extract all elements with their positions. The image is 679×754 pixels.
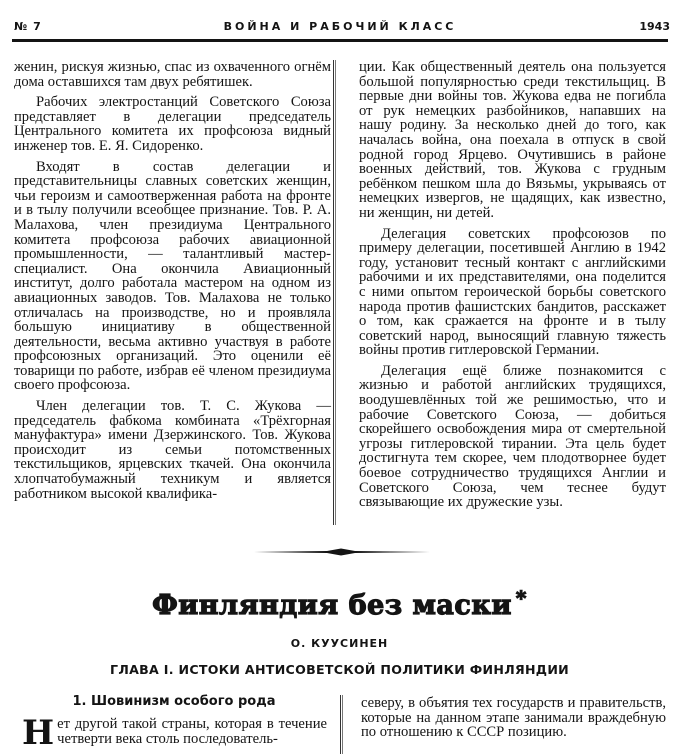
- right-column: [359, 60, 666, 510]
- section-heading: 1. Шовинизм особого рода: [72, 694, 276, 709]
- journal-title: ВОЙНА И РАБОЧИЙ КЛАСС: [223, 20, 457, 33]
- column-divider: [340, 695, 343, 754]
- article-left-column: [22, 713, 327, 753]
- article-right-column: [361, 696, 666, 740]
- issue-number: № 7: [14, 20, 42, 33]
- column-divider: [333, 60, 336, 525]
- paragraph: ции. Как общественный деятель она пользуется большой популярностью среди текстильщиц. В первые дни войны тов. Жукова едва не погибла от рук немецких разбойников, напавших на нашу родину. За несколько дней до того, как началась война, она поехала в отпуск в свой родной город Ярцево. Очутившись в районе военных действий, тов. Жукова с грудным ребёнком пешком шла до Вязьмы, укрываясь от немецких извергов, не щадящих, как известно, ни женщин, ни детей.: [359, 59, 666, 221]
- header-rule: [12, 39, 668, 42]
- paragraph: Входят в состав делегации и представительницы славных советских женщин, чьи героизм и самоотверженная работа на фронте и в тылу получили всеобщее признание. Тов. Р. А. Малахова, член президиума Центрального комитета профсоюза рабочих авиационной промышленности, — талантливый мастер-специалист. Она окончила Авиационный институт, долго работала мастером на одном из авиационных заводов. Тов. Малахова не только отличалась на производстве, но и проявляла большую инициативу в общественной деятельности, весьма активно участвуя в работе профсоюзных организаций. Это оценили её товарищи по работе, избрав её членом президиума своего профсоюза.: [14, 158, 331, 394]
- issue-year: 1943: [639, 20, 670, 33]
- footnote-mark: *: [515, 586, 527, 610]
- chapter-heading: ГЛАВА I. ИСТОКИ АНТИСОВЕТСКОЙ ПОЛИТИКИ ФИНЛЯНДИИ: [110, 662, 569, 677]
- paragraph: Делегация ещё ближе познакомится с жизнью и работой английских трудящихся, воодушевлённых той же решимостью, что и рабочие Советского Союза, — добиться скорейшего освобождения мира от смертельной угрозы гитлеровской тирании. Эта цель будет достигнута тем скорее, чем плодотворнее будет боевое сотрудничество трудящихся Англии и Советского Союза, чем теснее будут связывающие их дружеские узы.: [359, 362, 666, 511]
- paragraph: ет другой такой страны, которая в течение четверти века столь последователь-: [57, 716, 327, 747]
- drop-cap: Н: [22, 713, 55, 753]
- paragraph: Член делегации тов. Т. С. Жукова — председатель фабкома комбината «Трёхгорная мануфактура» имени Дзержинского. Тов. Жукова происходит из семьи потомственных текстильщиков, ярцевских ткачей. Она окончила хлопчатобумажный техникум и является работником высокой квалифика-: [14, 398, 331, 502]
- article-title: [0, 586, 679, 621]
- paragraph: женин, рискуя жизнью, спас из охваченного огнём дома оставшихся там двух ребятишек.: [14, 59, 331, 90]
- article-title-text: Финляндия без маски: [152, 590, 512, 621]
- paragraph: Рабочих электростанций Советского Союза представляет в делегации председатель Центрального комитета их профсоюза видный инженер тов. Е. Я. Сидоренко.: [14, 94, 331, 154]
- paragraph: Делегация советских профсоюзов по примеру делегации, посетившей Англию в 1942 году, установит тесный контакт с английскими рабочими и их представителями, она поделится с ними опытом героической борьбы советского народа против фашистских бандитов, расскажет о том, как сражается на фронте и в тылу советский народ, выносящий главную тяжесть войны против гитлеровской Германии.: [359, 225, 666, 359]
- article-author: О. КУУСИНЕН: [290, 637, 389, 650]
- running-header: [10, 20, 670, 38]
- section-ornament: [252, 547, 430, 557]
- paragraph: северу, в объятия тех государств и правительств, которые на данном этапе занимали враждебную по отношению к СССР позицию.: [361, 695, 666, 741]
- left-column: [14, 60, 331, 501]
